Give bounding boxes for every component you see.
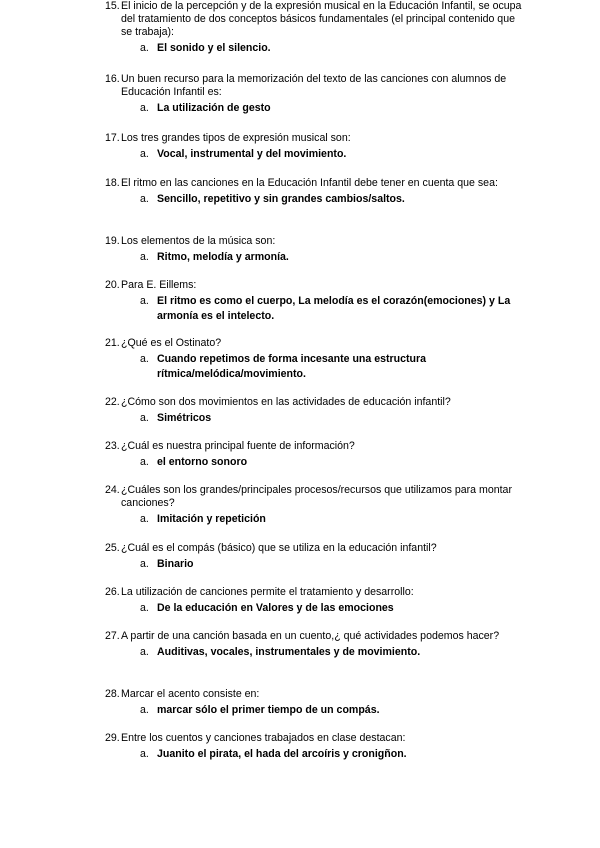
answer-marker: a. xyxy=(140,558,149,570)
answer-marker: a. xyxy=(140,704,149,716)
question-text: El ritmo en las canciones en la Educación Infantil debe tener en cuenta que sea: xyxy=(121,177,498,189)
answer-line xyxy=(105,557,525,572)
question-number: 15. xyxy=(105,0,120,12)
answer-marker: a. xyxy=(140,513,149,525)
question-item xyxy=(105,484,525,527)
answer-line xyxy=(105,455,525,470)
question-number: 22. xyxy=(105,396,120,408)
answer-line xyxy=(105,192,525,207)
answer-marker: a. xyxy=(140,193,149,205)
question-number: 18. xyxy=(105,177,120,189)
answer-text: Ritmo, melodía y armonía. xyxy=(157,251,289,263)
question-number: 29. xyxy=(105,732,120,744)
question-number: 17. xyxy=(105,132,120,144)
answer-text: El ritmo es como el cuerpo, La melodía es el corazón(emociones) y La armonía es el intelecto. xyxy=(157,295,511,322)
question-item xyxy=(105,396,525,426)
answer-marker: a. xyxy=(140,602,149,614)
question-item xyxy=(105,440,525,470)
answer-marker: a. xyxy=(140,456,149,468)
answer-line xyxy=(105,147,525,162)
question-number: 23. xyxy=(105,440,120,452)
answer-text: Juanito el pirata, el hada del arcoíris y cronigñon. xyxy=(157,748,407,760)
answer-marker: a. xyxy=(140,102,149,114)
question-number: 16. xyxy=(105,73,120,85)
answer-marker: a. xyxy=(140,295,149,307)
question-item xyxy=(105,0,525,56)
question-text: ¿Cuáles son los grandes/principales procesos/recursos que utilizamos para montar canciones? xyxy=(121,484,512,509)
question-text: Los elementos de la música son: xyxy=(121,235,276,247)
question-number: 24. xyxy=(105,484,120,496)
question-item xyxy=(105,542,525,572)
answer-marker: a. xyxy=(140,412,149,424)
answer-marker: a. xyxy=(140,353,149,365)
answer-text: Cuando repetimos de forma incesante una estructura rítmica/melódica/movimiento. xyxy=(157,353,427,380)
answer-line xyxy=(105,645,525,660)
answer-text: Imitación y repetición xyxy=(157,513,266,525)
question-text: Para E. Eillems: xyxy=(121,279,197,291)
question-item xyxy=(105,73,525,116)
question-item xyxy=(105,235,525,265)
question-text: Los tres grandes tipos de expresión musical son: xyxy=(121,132,351,144)
question-number: 27. xyxy=(105,630,120,642)
answer-marker: a. xyxy=(140,42,149,54)
answer-line xyxy=(105,411,525,426)
question-item xyxy=(105,586,525,616)
question-text: El inicio de la percepción y de la expresión musical en la Educación Infantil, se ocupa del tratamiento de dos conceptos básicos fundamentales (el principal contenido que se trabaja): xyxy=(121,0,522,38)
question-text: ¿Cuál es el compás (básico) que se utiliza en la educación infantil? xyxy=(121,542,437,554)
answer-marker: a. xyxy=(140,148,149,160)
answer-line xyxy=(105,250,525,265)
answer-marker: a. xyxy=(140,748,149,760)
answer-text: el entorno sonoro xyxy=(157,456,248,468)
question-number: 19. xyxy=(105,235,120,247)
question-number: 28. xyxy=(105,688,120,700)
question-text: ¿Cómo son dos movimientos en las actividades de educación infantil? xyxy=(121,396,451,408)
answer-text: Binario xyxy=(157,558,194,570)
question-text: Un buen recurso para la memorización del texto de las canciones con alumnos de Educación Infantil es: xyxy=(121,73,507,98)
answer-text: Sencillo, repetitivo y sin grandes cambios/saltos. xyxy=(157,193,405,205)
question-text: A partir de una canción basada en un cuento,¿ qué actividades podemos hacer? xyxy=(121,630,500,642)
question-item xyxy=(105,132,525,162)
answer-line xyxy=(105,512,525,527)
question-item xyxy=(105,337,525,382)
question-text: ¿Qué es el Ostinato? xyxy=(121,337,222,349)
answer-line xyxy=(105,703,525,718)
question-item xyxy=(105,688,525,718)
answer-text: Simétricos xyxy=(157,412,212,424)
question-text: ¿Cuál es nuestra principal fuente de información? xyxy=(121,440,355,452)
answer-line xyxy=(105,601,525,616)
question-item xyxy=(105,177,525,207)
question-item xyxy=(105,630,525,660)
answer-line xyxy=(105,101,525,116)
answer-text: El sonido y el silencio. xyxy=(157,42,271,54)
question-item xyxy=(105,732,525,762)
question-item xyxy=(105,279,525,324)
question-number: 20. xyxy=(105,279,120,291)
answer-marker: a. xyxy=(140,251,149,263)
question-number: 25. xyxy=(105,542,120,554)
answer-line xyxy=(105,41,525,56)
question-number: 21. xyxy=(105,337,120,349)
answer-marker: a. xyxy=(140,646,149,658)
question-number: 26. xyxy=(105,586,120,598)
answer-text: marcar sólo el primer tiempo de un compás. xyxy=(157,704,380,716)
answer-text: Vocal, instrumental y del movimiento. xyxy=(157,148,347,160)
question-text: La utilización de canciones permite el tratamiento y desarrollo: xyxy=(121,586,414,598)
answer-line xyxy=(105,352,525,382)
question-text: Marcar el acento consiste en: xyxy=(121,688,260,700)
question-text: Entre los cuentos y canciones trabajados en clase destacan: xyxy=(121,732,406,744)
answer-text: La utilización de gesto xyxy=(157,102,271,114)
answer-line xyxy=(105,747,525,762)
answer-text: Auditivas, vocales, instrumentales y de movimiento. xyxy=(157,646,421,658)
answer-line xyxy=(105,294,525,324)
answer-text: De la educación en Valores y de las emociones xyxy=(157,602,394,614)
